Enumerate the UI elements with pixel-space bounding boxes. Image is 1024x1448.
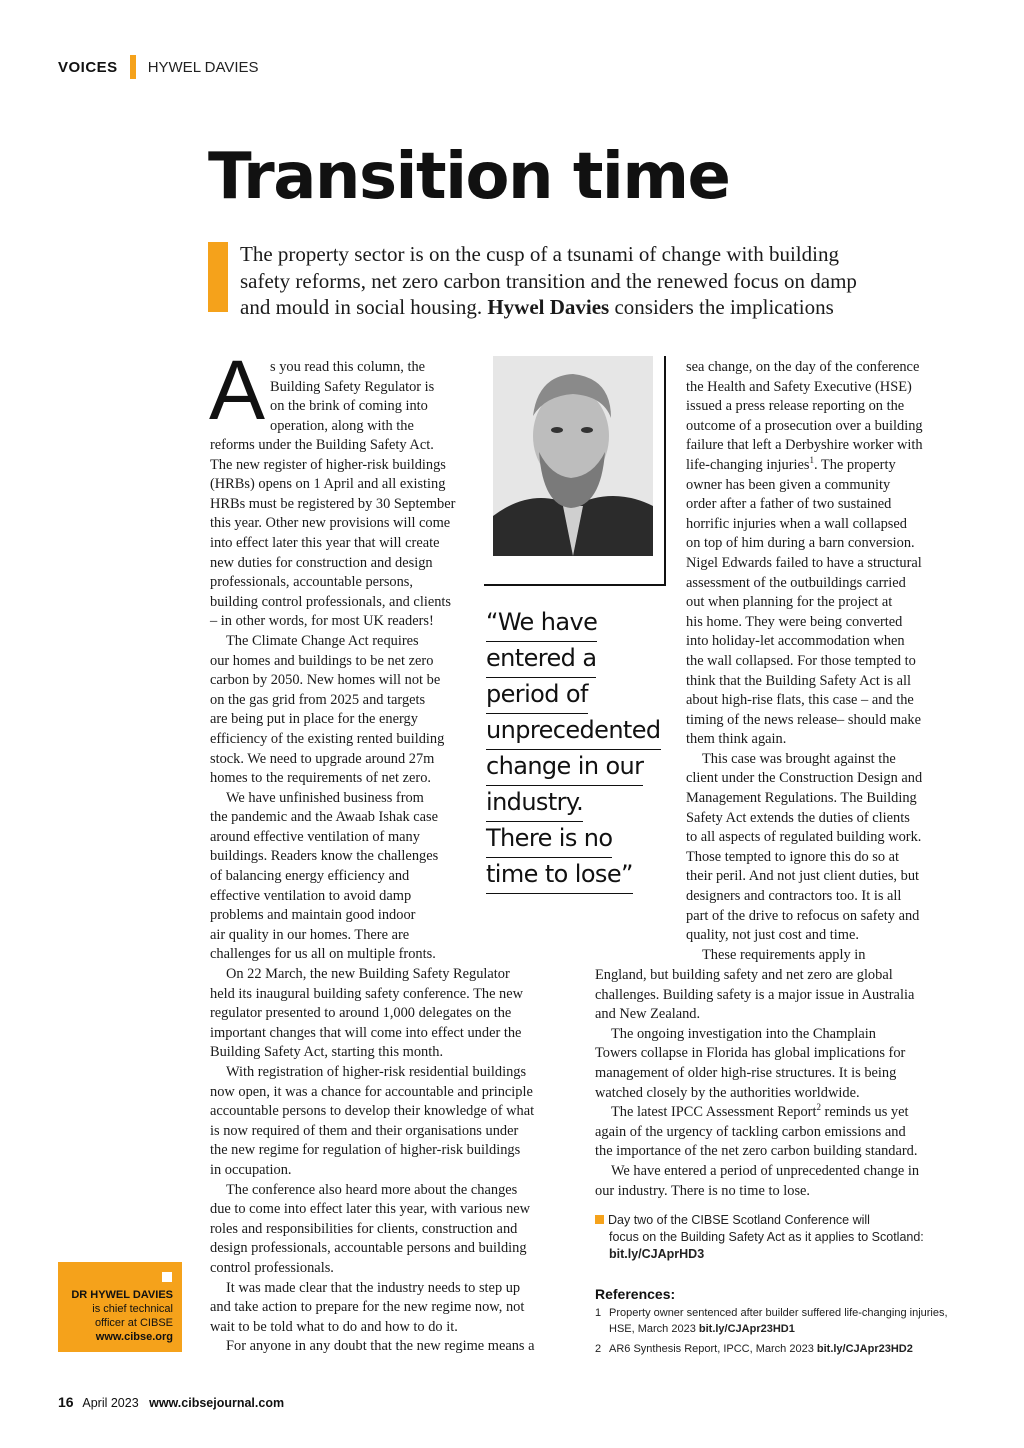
body-line [210,1004,535,1024]
body-text: – in other words, for most UK readers! [210,613,434,630]
body-line [686,926,923,946]
body-line [210,475,535,495]
body-line [270,417,434,437]
body-text: horrific injuries when a wall collapsed [686,515,907,532]
body-text: It was made clear that the industry needs to step up [226,1279,521,1296]
reference-text: AR6 Synthesis Report, IPCC, March 2023 [609,1343,817,1355]
body-text: The ongoing investigation into the Champlain [611,1025,876,1042]
body-text: held its inaugural building safety conference. The new [210,985,524,1002]
header-author: HYWEL DAVIES [147,58,259,76]
body-line [210,1298,535,1318]
standfirst [240,241,960,321]
footnote-marker: 1 [809,455,814,466]
body-text: our industry. There is no time to lose. [595,1182,811,1199]
pull-quote-line: industry. [486,786,583,822]
pull-quote-line: time to lose” [486,858,633,894]
body-text: the wall collapsed. For those tempted to [686,652,916,669]
body-line [686,907,923,927]
body-line [270,397,434,417]
pull-quote-line: “We have [486,606,597,642]
standfirst-line: safety reforms, net zero carbon transition and the renewed focus on damp [240,268,857,293]
body-column-3 [595,966,919,1201]
body-text: professionals, accountable persons, [210,574,414,591]
body-text: and take action to prepare for the new regime now, not [210,1299,525,1316]
body-line [210,1161,535,1181]
footer-site[interactable]: www.cibsejournal.com [149,1396,285,1410]
body-text: Nigel Edwards failed to have a structural [686,554,922,571]
body-text: management of older high-rise structures. It is being [595,1064,897,1081]
bio-text: officer at CIBSE [94,1317,173,1329]
standfirst-accent-bar [208,242,228,312]
body-text: again of the urgency of tackling carbon emissions and [595,1123,906,1140]
pull-quote-line: change in our [486,750,643,786]
body-text: The new register of higher-risk buildings [210,456,446,473]
body-text: timing of the news release– should make [686,711,921,728]
reference-link[interactable]: bit.ly/CJApr23HD1 [698,1322,795,1335]
body-text: order after a father of two sustained [686,496,892,513]
body-line [686,476,923,496]
body-line [595,1103,919,1123]
page-header [58,56,259,78]
body-line [210,1063,535,1083]
note-bullet-icon [595,1215,604,1224]
body-text: sea change, on the day of the conference [686,359,920,375]
body-column-2 [686,358,923,965]
pull-quote-line: unprecedented [486,714,661,750]
body-line [595,966,919,986]
body-text: Safety Act extends the duties of clients [686,809,910,826]
body-text: out when planning for the project at [686,594,893,611]
body-line [686,632,923,652]
body-line [210,906,535,926]
body-text: With registration of higher-risk residential buildings [226,1064,527,1080]
body-text: carbon by 2050. New homes will not be [210,672,441,689]
body-text: challenges. Building safety is a major issue in Australia [595,986,915,1003]
body-column-1 [210,436,535,1357]
body-text: and New Zealand. [595,1006,701,1023]
section-label: VOICES [58,58,118,76]
body-text: this year. Other new provisions will come [210,515,451,532]
body-line [686,809,923,829]
body-text: issued a press release reporting on the [686,398,905,415]
body-line [210,965,535,985]
body-line [686,417,923,437]
body-text: challenges for us all on multiple fronts. [210,946,436,963]
body-line [595,1084,919,1104]
pull-quote [486,606,661,894]
body-line [686,730,923,750]
author-photo [493,356,653,556]
body-line [210,1220,535,1240]
body-line [210,573,535,593]
body-text: his home. They were being converted [686,613,903,630]
body-line [210,1239,535,1259]
body-text: On 22 March, the new Building Safety Regulator [226,966,510,983]
bio-url[interactable]: www.cibse.org [95,1331,173,1343]
body-text: around effective ventilation of many [210,828,420,845]
body-text: to all aspects of regulated building work. [686,829,922,846]
body-text: operation, along with the [270,417,414,434]
body-text: stock. We need to upgrade around 27m [210,750,435,767]
pull-quote-line: There is no [486,822,612,858]
body-text: These requirements apply in [702,946,866,963]
body-line [686,652,923,672]
body-text: The conference also heard more about the changes [226,1181,518,1198]
body-line [686,534,923,554]
photo-frame-rule [484,584,666,586]
references-title: References: [595,1286,676,1302]
body-text: effective ventilation to avoid damp [210,887,412,904]
body-text: Building Safety Regulator is [270,378,435,395]
body-text: For anyone in any doubt that the new regime means a [226,1338,535,1355]
body-line [210,1318,535,1338]
body-text: into effect later this year that will create [210,534,440,551]
body-line [686,769,923,789]
standfirst-line: The property sector is on the cusp of a tsunami of change with building [240,242,839,266]
note-link[interactable]: bit.ly/CJAprHD3 [609,1247,705,1261]
body-line [686,789,923,809]
body-text: England, but building safety and net zero are global [595,967,893,983]
body-line [210,945,535,965]
body-line [686,750,923,770]
body-text: The Climate Change Act requires [226,632,419,649]
note-text: focus on the Building Safety Act as it applies to Scotland: [609,1230,924,1244]
standfirst-line: considers the implications [609,295,834,319]
body-line [595,1005,919,1025]
body-column-1-top [270,358,434,436]
body-text: The latest IPCC Assessment Report [611,1104,817,1121]
body-line [210,1200,535,1220]
body-line [210,1141,535,1161]
conference-note [595,1212,924,1263]
body-line [595,986,919,1006]
reference-item [595,1306,948,1337]
body-text: Towers collapse in Florida has global implications for [595,1045,906,1062]
body-line [210,1259,535,1279]
author-bio-box [58,1262,182,1352]
bio-name: DR HYWEL DAVIES [71,1289,173,1301]
body-text: Those tempted to ignore this do so at [686,848,900,865]
photo-frame-rule [664,356,666,586]
body-text: buildings. Readers know the challenges [210,848,439,865]
body-text: We have entered a period of unprecedented change in [611,1162,920,1179]
body-text: wait to be told what to do and how to do it. [210,1318,458,1335]
body-line [686,397,923,417]
body-text: now open, it was a chance for accountable and principle [210,1083,533,1100]
body-line [210,1043,535,1063]
body-text: quality, not just cost and time. [686,927,859,944]
body-text: them think again. [686,731,787,748]
body-line [595,1044,919,1064]
body-text: outcome of a prosecution over a building [686,417,923,434]
body-line [210,1279,535,1299]
body-text: our homes and buildings to be net zero [210,652,434,669]
body-line [595,1123,919,1143]
standfirst-author: Hywel Davies [487,295,610,319]
body-line [595,1162,919,1182]
body-line [210,554,535,574]
body-line [210,1083,535,1103]
body-text: s you read this column, the [270,359,426,375]
body-text: roles and responsibilities for clients, construction and [210,1220,518,1237]
body-text: life-changing injuries [686,456,810,473]
body-line [686,691,923,711]
body-text: on the brink of coming into [270,398,428,415]
body-line [595,1182,919,1202]
body-line [686,574,923,594]
body-text: of balancing energy efficiency and [210,868,410,885]
footer-date: April 2023 [82,1396,139,1410]
body-text: failure that left a Derbyshire worker with [686,437,923,454]
note-text: Day two of the CIBSE Scotland Conference will [608,1213,870,1227]
reference-link[interactable]: bit.ly/CJApr23HD2 [816,1343,913,1355]
reference-text: Property owner sentenced after builder suffered life-changing injuries, [609,1307,948,1319]
body-line [210,1024,535,1044]
body-text: their peril. And not just client duties, but [686,868,920,885]
body-text: Management Regulations. The Building [686,790,917,807]
body-text: We have unfinished business from [226,789,424,806]
body-text: important changes that will come into effect under the [210,1024,522,1041]
body-text: efficiency of the existing rented building [210,730,445,747]
body-text: watched closely by the authorities worldwide. [595,1084,860,1101]
pull-quote-line: entered a [486,642,596,678]
body-text: designers and contractors too. It is all [686,888,902,905]
body-text: (HRBs) opens on 1 April and all existing [210,476,446,493]
body-text: on the gas grid from 2025 and targets [210,691,426,708]
reference-number: 2 [595,1343,602,1355]
body-text: accountable persons to develop their knowledge of what [210,1103,535,1120]
author-portrait-image [493,356,653,556]
body-line [270,358,434,378]
body-text: in occupation. [210,1161,292,1178]
body-line [210,1102,535,1122]
body-text: air quality in our homes. There are [210,926,410,943]
header-divider [130,55,136,79]
body-text: the new regime for regulation of higher-risk buildings [210,1142,521,1159]
body-line [210,514,535,534]
pull-quote-line: period of [486,678,588,714]
standfirst-line: and mould in social housing. [240,295,488,319]
body-text: owner has been given a community [686,476,891,493]
body-text: the Health and Safety Executive (HSE) [686,378,912,395]
body-text: control professionals. [210,1259,334,1276]
body-text: homes to the requirements of net zero. [210,770,431,787]
body-line [595,1064,919,1084]
page-number: 16 [58,1394,74,1410]
body-line [210,1337,535,1357]
body-line [686,554,923,574]
body-text: This case was brought against the [702,750,896,767]
body-text: . The property [813,456,896,473]
body-line [686,711,923,731]
body-line [686,848,923,868]
reference-item [595,1342,948,1358]
body-text: the importance of the net zero carbon building standard. [595,1143,918,1160]
body-line [210,1181,535,1201]
body-line [270,378,434,398]
body-line [686,887,923,907]
body-text: on top of him during a barn conversion. [686,535,915,552]
body-line [210,456,535,476]
body-line [210,1122,535,1142]
body-line [686,515,923,535]
body-line [595,1025,919,1045]
bio-square-icon [162,1272,172,1282]
body-text: assessment of the outbuildings carried [686,574,906,591]
body-text: the pandemic and the Awaab Ishak case [210,809,439,826]
body-text: reminds us yet [820,1104,909,1121]
body-text: regulator presented to around 1,000 delegates on the [210,1005,512,1022]
body-line [686,593,923,613]
body-line [210,926,535,946]
page-footer [58,1394,284,1410]
body-line [210,534,535,554]
body-line [686,867,923,887]
body-text: HRBs must be registered by 30 September [210,495,456,512]
body-line [686,495,923,515]
footnote-marker: 2 [816,1102,821,1113]
reference-number: 1 [595,1307,602,1319]
body-text: design professionals, accountable persons and building [210,1240,527,1257]
body-text: client under the Construction Design and [686,770,923,787]
body-text: is now required of them and their organisations under [210,1122,519,1139]
body-text: new duties for construction and design [210,554,433,571]
body-text: problems and maintain good indoor [210,907,416,924]
body-line [686,456,923,476]
body-text: about high-rise flats, this case – and the [686,692,914,709]
body-line [686,613,923,633]
body-line [210,495,535,515]
body-line [686,358,923,378]
body-text: reforms under the Building Safety Act. [210,437,434,453]
body-line [686,378,923,398]
body-text: building control professionals, and clients [210,593,452,610]
body-line [210,985,535,1005]
body-text: into holiday-let accommodation when [686,633,905,650]
body-line [686,436,923,456]
body-line [686,946,923,966]
body-text: are being put in place for the energy [210,711,418,728]
body-line [595,1142,919,1162]
references-list [595,1306,948,1363]
body-text: Building Safety Act, starting this month. [210,1044,444,1061]
article-title: Transition time [208,140,730,214]
body-line [686,828,923,848]
body-text: part of the drive to refocus on safety and [686,907,920,924]
reference-text: HSE, March 2023 [609,1322,699,1335]
body-text: due to come into effect later this year, with various new [210,1201,531,1218]
body-line [686,672,923,692]
body-line [210,436,535,456]
drop-cap: A [209,343,266,437]
bio-text: is chief technical [92,1303,173,1315]
body-text: think that the Building Safety Act is all [686,672,912,689]
